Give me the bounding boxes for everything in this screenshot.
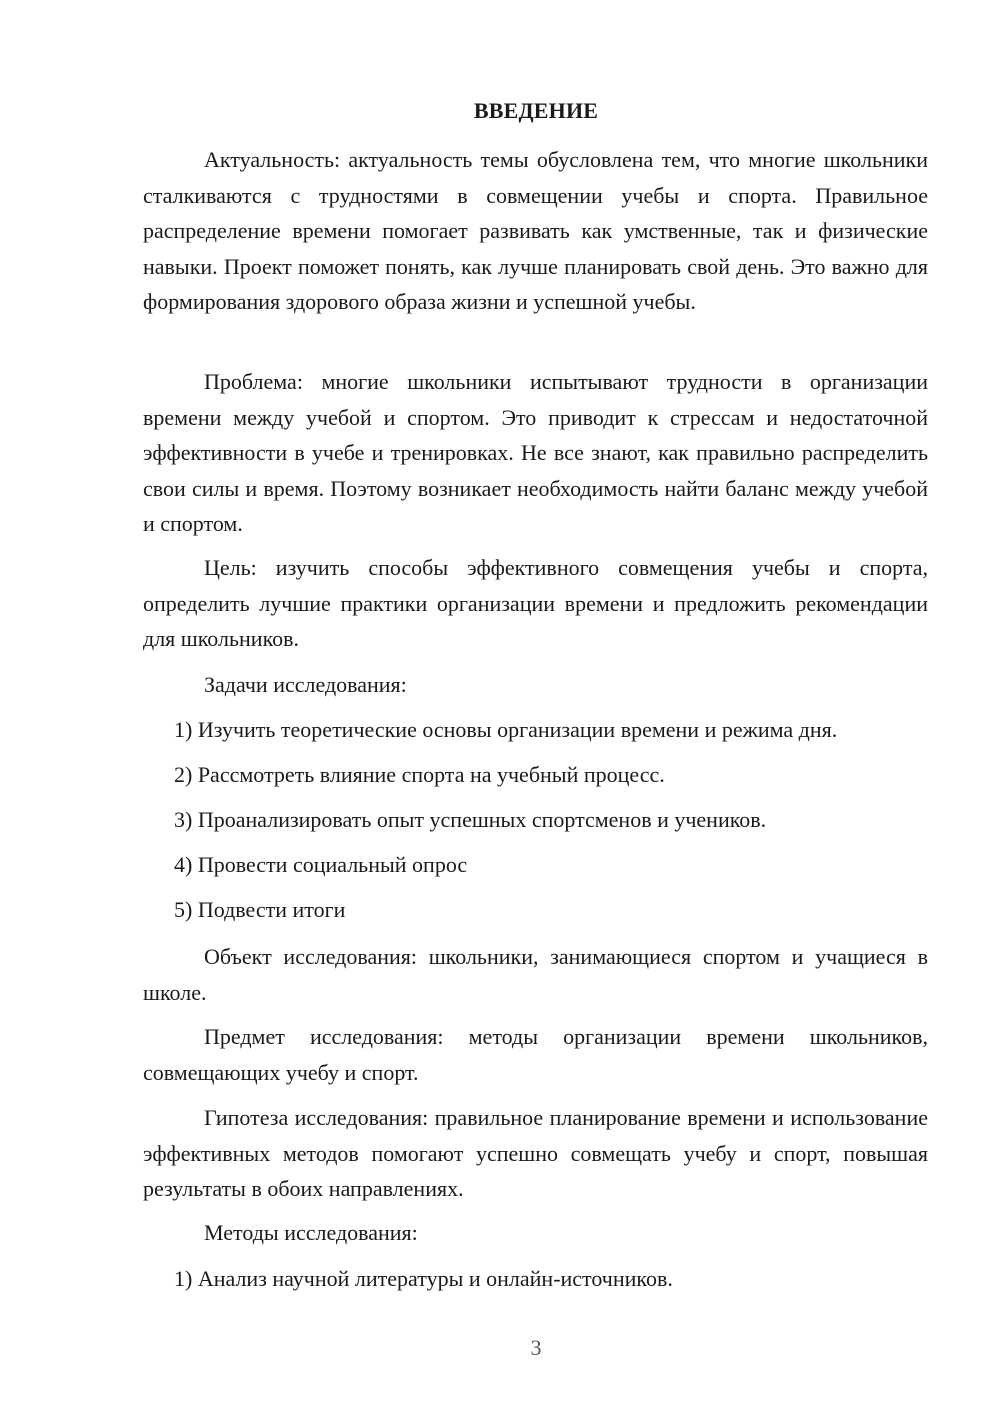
task-item: 2) Рассмотреть влияние спорта на учебный процесс.: [174, 762, 665, 787]
problem-paragraph: Проблема: многие школьники испытывают трудности в организации времени между учебой и спортом. Это приводит к стрессам и недостаточной эффективности в учебе и тренировках. Не все знают, как правильно распределить свои силы и время. Поэтому возникает необходимость найти баланс между учебой и спортом.: [143, 369, 928, 536]
subject-paragraph: Предмет исследования: методы организации времени школьников, совмещающих учебу и спорт.: [143, 1024, 928, 1085]
goal-paragraph: Цель: изучить способы эффективного совмещения учебы и спорта, определить лучшие практики организации времени и предложить рекомендации для школьников.: [143, 555, 928, 651]
task-item: 5) Подвести итоги: [174, 897, 346, 922]
hypothesis-paragraph: Гипотеза исследования: правильное планирование времени и использование эффективных методов помогают успешно совмещать учебу и спорт, повышая результаты в обоих направлениях.: [143, 1105, 928, 1201]
task-item: 3) Проанализировать опыт успешных спортсменов и учеников.: [174, 807, 767, 832]
methods-heading: Методы исследования:: [204, 1220, 418, 1245]
method-item: 1) Анализ научной литературы и онлайн-источников.: [174, 1266, 673, 1291]
page-number: 3: [530, 1335, 542, 1360]
task-item: 1) Изучить теоретические основы организации времени и режима дня.: [174, 717, 838, 742]
page-title: ВВЕДЕНИЕ: [473, 98, 599, 123]
tasks-heading: Задачи исследования:: [204, 672, 407, 697]
task-item: 4) Провести социальный опрос: [174, 852, 468, 877]
object-paragraph: Объект исследования: школьники, занимающиеся спортом и учащиеся в школе.: [143, 944, 928, 1005]
relevance-paragraph: Актуальность: актуальность темы обусловлена тем, что многие школьники сталкиваются с трудностями в совмещении учебы и спорта. Правильное распределение времени помогает развивать как умственные, так и физические навыки. Проект поможет понять, как лучше планировать свой день. Это важно для формирования здорового образа жизни и успешной учебы.: [143, 147, 928, 314]
